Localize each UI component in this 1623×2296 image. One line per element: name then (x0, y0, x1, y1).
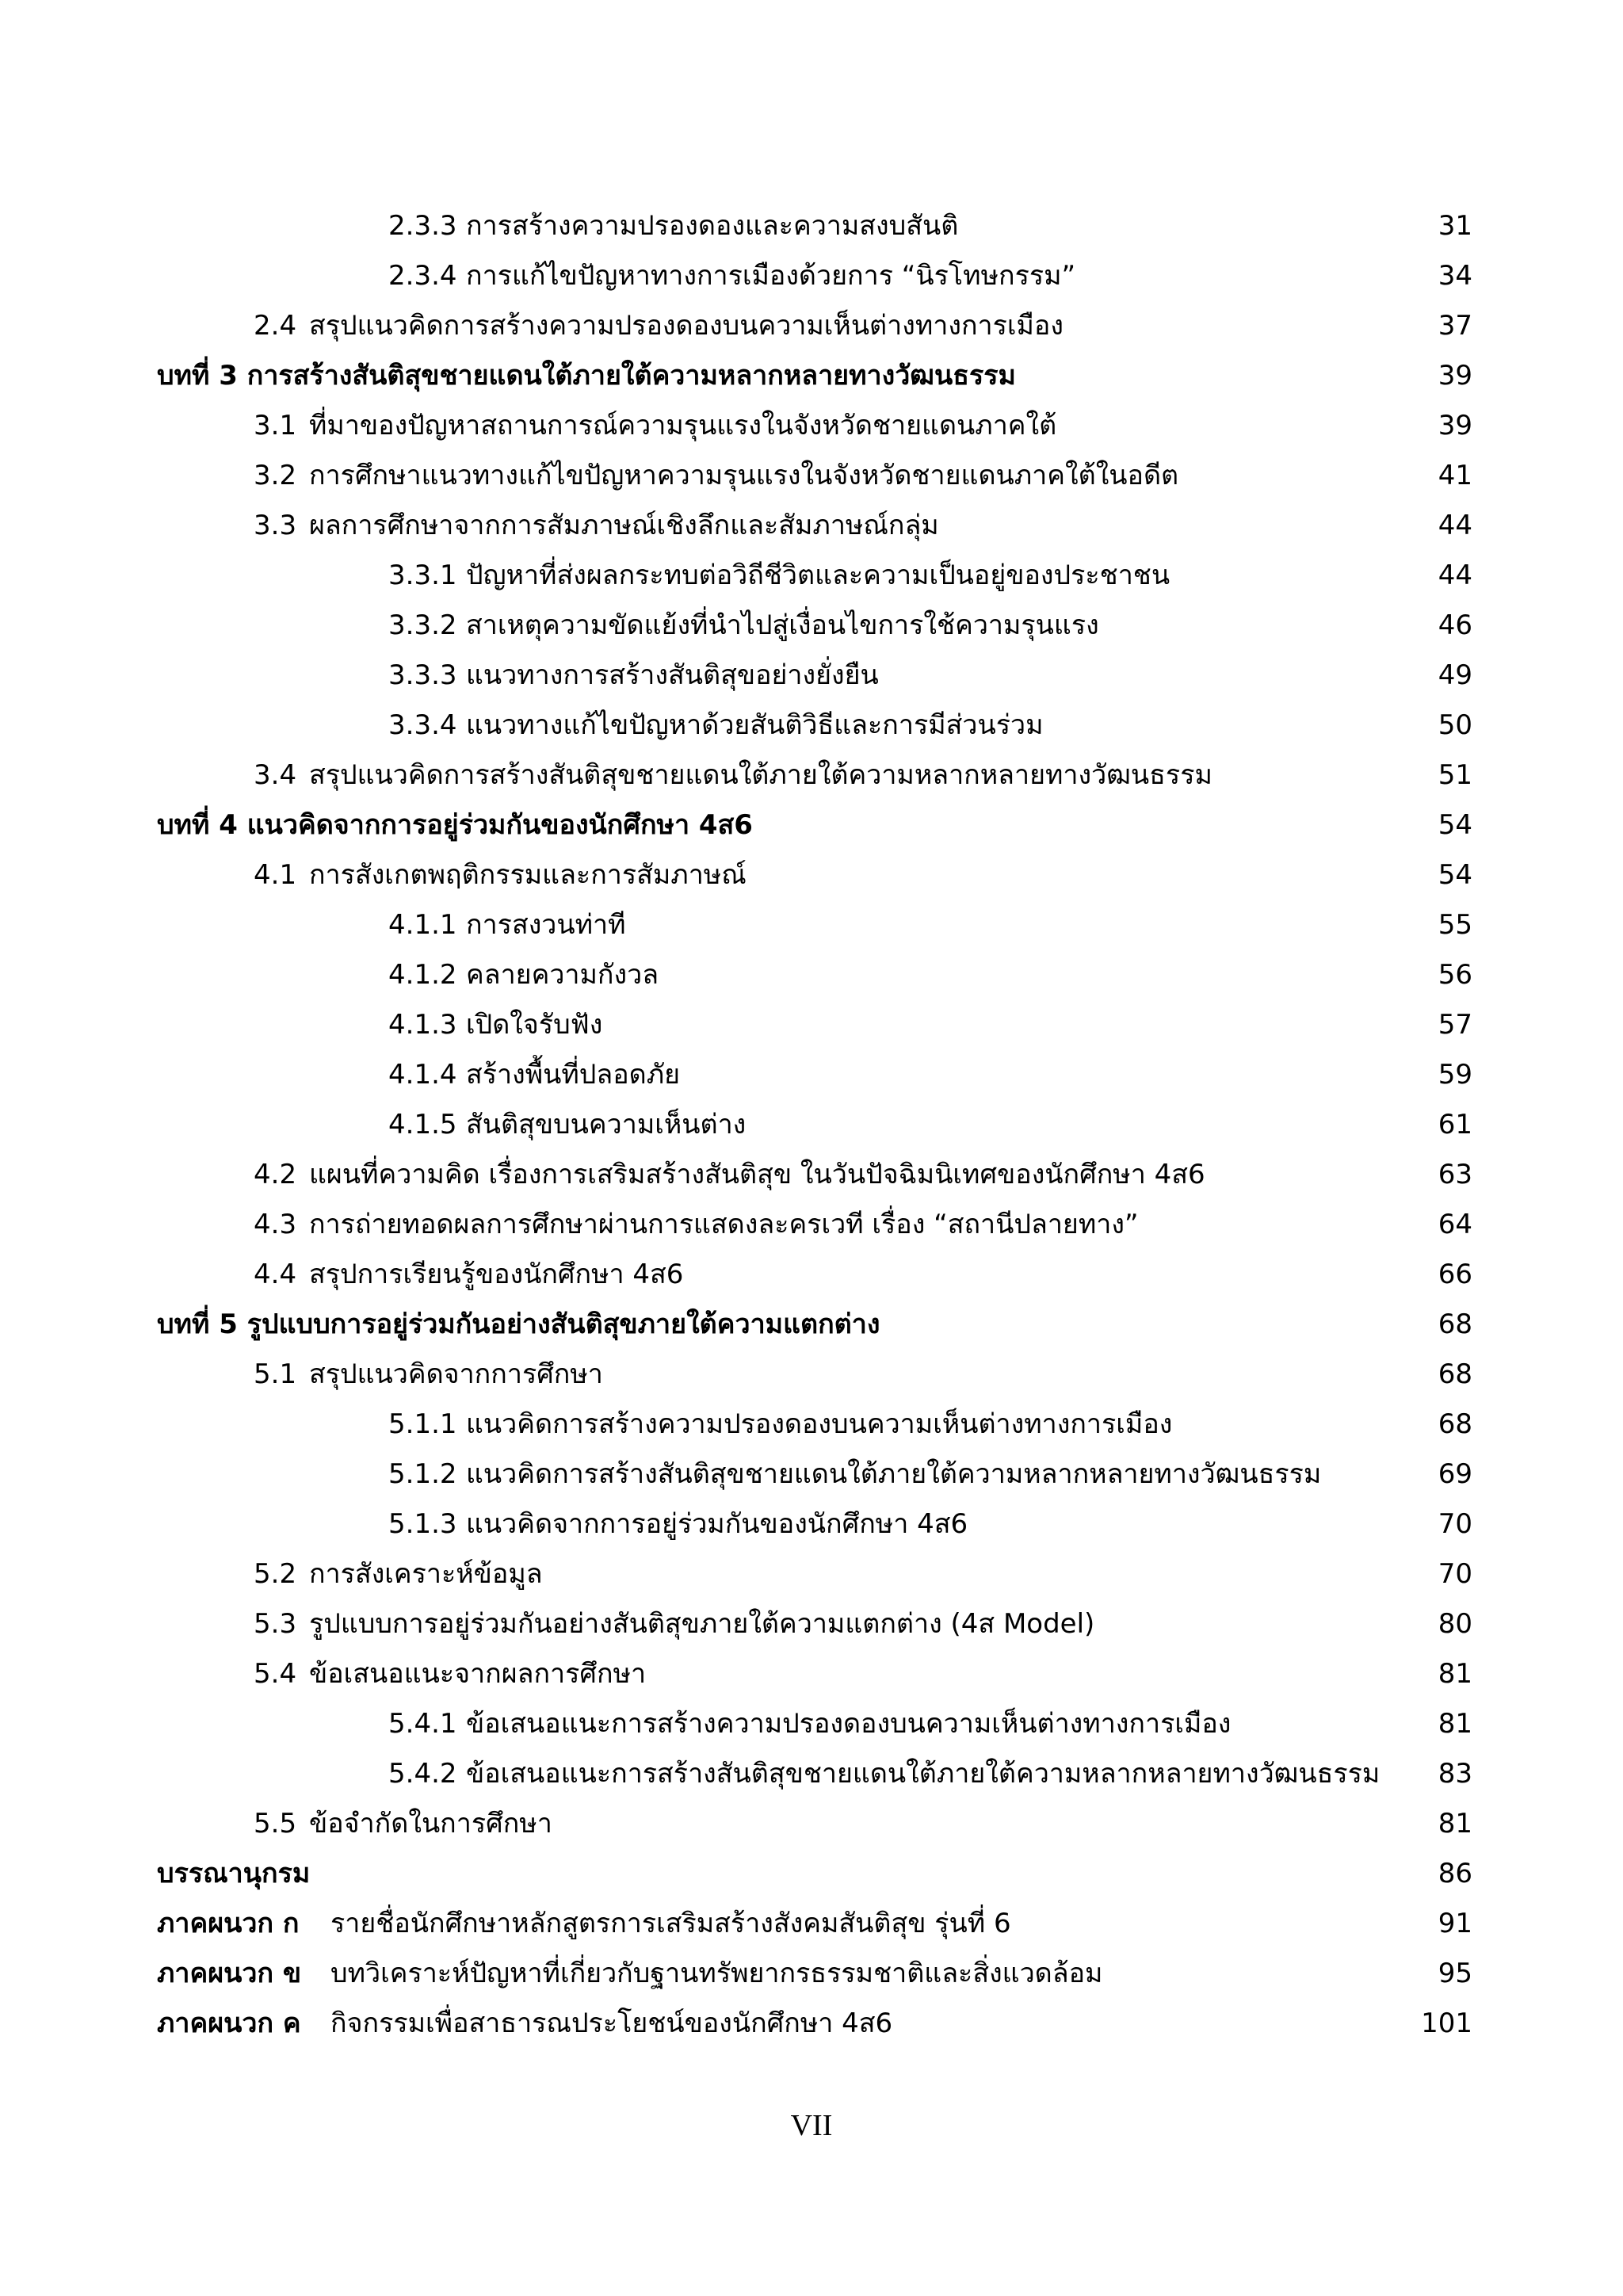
toc-entry-page: 46 (1438, 609, 1472, 641)
toc-entry-title: สรุปแนวคิดการสร้างสันติสุขชายแดนใต้ภายใต้ความหลากหลายทางวัฒนธรรม (309, 759, 1212, 791)
toc-entry-number: 2.4 (254, 310, 297, 342)
toc-entry-title: ปัญหาที่ส่งผลกระทบต่อวิถีชีวิตและความเป็นอยู่ของประชาชน (466, 560, 1170, 591)
toc-entry-3-3-3 (0, 651, 1623, 700)
toc-appendix-label: ภาคผนวก ค (157, 2008, 301, 2039)
toc-entry-2-3-3 (0, 201, 1623, 250)
toc-entry-3-1 (0, 401, 1623, 450)
toc-entry-title: แผนที่ความคิด เรื่องการเสริมสร้างสันติสุข ในวันปัจฉิมนิเทศของนักศึกษา 4ส6 (309, 1159, 1205, 1190)
toc-entry-2-3-4 (0, 251, 1623, 300)
toc-entry-title: สรุปแนวคิดการสร้างความปรองดองบนความเห็นต่างทางการเมือง (309, 310, 1064, 342)
toc-appendix-label: ภาคผนวก ข (157, 1958, 302, 1989)
toc-entry-4-2 (0, 1150, 1623, 1199)
toc-entry-title: สรุปแนวคิดจากการศึกษา (309, 1358, 603, 1390)
toc-entry-title: การสงวนท่าที (466, 909, 626, 941)
toc-entry-number: 3.4 (254, 759, 297, 791)
toc-entry-number: 3.3.2 (388, 609, 457, 641)
toc-entry-title: ข้อเสนอแนะการสร้างความปรองดองบนความเห็นต่างทางการเมือง (466, 1708, 1232, 1740)
toc-entry-page: 34 (1438, 260, 1472, 292)
toc-entry-page: 91 (1438, 1908, 1472, 1939)
page-number-footer: VII (790, 2109, 833, 2142)
toc-entry-page: 39 (1438, 410, 1472, 441)
toc-chapter-4 (0, 800, 1623, 850)
toc-entry-5-4-1 (0, 1699, 1623, 1748)
toc-chapter-title: บทที่ 4 แนวคิดจากการอยู่ร่วมกันของนักศึกษา 4ส6 (157, 809, 753, 841)
toc-entry-2-4 (0, 301, 1623, 350)
toc-entry-5-1-3 (0, 1499, 1623, 1549)
toc-entry-page: 39 (1438, 360, 1472, 392)
toc-entry-3-2 (0, 451, 1623, 500)
toc-entry-number: 5.1 (254, 1358, 297, 1390)
toc-entry-3-3-2 (0, 601, 1623, 650)
toc-entry-title: สร้างพื้นที่ปลอดภัย (466, 1059, 681, 1091)
toc-entry-5-4-2 (0, 1749, 1623, 1798)
toc-entry-title: สรุปการเรียนรู้ของนักศึกษา 4ส6 (309, 1259, 684, 1290)
toc-entry-5-1-2 (0, 1450, 1623, 1499)
toc-entry-4-1 (0, 850, 1623, 900)
toc-entry-5-1 (0, 1350, 1623, 1399)
toc-entry-number: 4.1.5 (388, 1109, 457, 1140)
toc-entry-page: 37 (1438, 310, 1472, 342)
toc-entry-title: ผลการศึกษาจากการสัมภาษณ์เชิงลึกและสัมภาษณ์กลุ่ม (309, 510, 939, 541)
toc-entry-5-2 (0, 1549, 1623, 1599)
toc-entry-page: 64 (1438, 1209, 1472, 1240)
toc-entry-page: 86 (1438, 1858, 1472, 1889)
toc-entry-number: 3.3.3 (388, 659, 457, 691)
toc-entry-page: 41 (1438, 460, 1472, 491)
toc-entry-page: 54 (1438, 859, 1472, 891)
toc-chapter-title: บทที่ 3 การสร้างสันติสุขชายแดนใต้ภายใต้ความหลากหลายทางวัฒนธรรม (157, 360, 1016, 392)
toc-chapter-3 (0, 351, 1623, 400)
toc-entry-page: 70 (1438, 1508, 1472, 1540)
toc-entry-page: 70 (1438, 1558, 1472, 1590)
toc-bibliography (0, 1849, 1623, 1898)
toc-entry-page: 54 (1438, 809, 1472, 841)
toc-entry-number: 5.1.2 (388, 1458, 457, 1490)
toc-entry-title: การสังเกตพฤติกรรมและการสัมภาษณ์ (309, 859, 747, 891)
toc-entry-title: เปิดใจรับฟัง (466, 1009, 603, 1041)
toc-entry-number: 3.1 (254, 410, 297, 441)
toc-entry-title: ข้อจำกัดในการศึกษา (309, 1808, 552, 1839)
toc-entry-number: 4.4 (254, 1259, 297, 1290)
toc-entry-page: 101 (1421, 2008, 1472, 2039)
toc-entry-page: 69 (1438, 1458, 1472, 1490)
toc-entry-4-1-2 (0, 950, 1623, 999)
toc-entry-page: 59 (1438, 1059, 1472, 1091)
toc-entry-title: สาเหตุความขัดแย้งที่นำไปสู่เงื่อนไขการใช้ความรุนแรง (466, 609, 1099, 641)
toc-entry-number: 4.1 (254, 859, 297, 891)
toc-entry-page: 49 (1438, 659, 1472, 691)
toc-entry-5-4 (0, 1649, 1623, 1698)
toc-entry-3-4 (0, 751, 1623, 800)
toc-entry-page: 44 (1438, 560, 1472, 591)
toc-entry-number: 4.3 (254, 1209, 297, 1240)
toc-entry-page: 66 (1438, 1259, 1472, 1290)
toc-appendix-label: ภาคผนวก ก (157, 1908, 300, 1939)
toc-entry-4-1-4 (0, 1050, 1623, 1099)
toc-entry-page: 63 (1438, 1159, 1472, 1190)
toc-entry-page: 44 (1438, 510, 1472, 541)
toc-entry-title: การสังเคราะห์ข้อมูล (309, 1558, 543, 1590)
toc-entry-number: 4.1.4 (388, 1059, 457, 1091)
toc-chapter-5 (0, 1300, 1623, 1349)
toc-entry-number: 4.2 (254, 1159, 297, 1190)
toc-entry-page: 55 (1438, 909, 1472, 941)
toc-appendix-c (0, 1999, 1623, 2048)
toc-entry-4-1-3 (0, 1000, 1623, 1049)
toc-entry-page: 80 (1438, 1608, 1472, 1640)
toc-entry-title: ข้อเสนอแนะจากผลการศึกษา (309, 1658, 647, 1690)
toc-entry-page: 83 (1438, 1758, 1472, 1790)
toc-entry-3-3 (0, 501, 1623, 550)
toc-entry-3-3-1 (0, 551, 1623, 600)
toc-entry-3-3-4 (0, 701, 1623, 750)
toc-entry-title: การแก้ไขปัญหาทางการเมืองด้วยการ “นิรโทษกรรม” (466, 260, 1076, 292)
toc-entry-number: 5.4.1 (388, 1708, 457, 1740)
toc-entry-title: แนวทางการสร้างสันติสุขอย่างยั่งยืน (466, 659, 879, 691)
toc-entry-title: สันติสุขบนความเห็นต่าง (466, 1109, 747, 1140)
toc-entry-page: 56 (1438, 959, 1472, 991)
toc-entry-page: 61 (1438, 1109, 1472, 1140)
toc-entry-title: กิจกรรมเพื่อสาธารณประโยชน์ของนักศึกษา 4ส6 (330, 2008, 893, 2039)
toc-entry-number: 5.5 (254, 1808, 297, 1839)
toc-entry-number: 4.1.2 (388, 959, 457, 991)
toc-appendix-b (0, 1949, 1623, 1998)
toc-entry-4-1-5 (0, 1100, 1623, 1149)
toc-entry-title: ข้อเสนอแนะการสร้างสันติสุขชายแดนใต้ภายใต้ความหลากหลายทางวัฒนธรรม (466, 1758, 1381, 1790)
toc-entry-number: 5.1.1 (388, 1408, 457, 1440)
toc-entry-title: การสร้างความปรองดองและความสงบสันติ (466, 210, 959, 242)
toc-entry-title: ที่มาของปัญหาสถานการณ์ความรุนแรงในจังหวัดชายแดนภาคใต้ (309, 410, 1057, 441)
toc-entry-number: 3.3.4 (388, 709, 457, 741)
toc-entry-page: 50 (1438, 709, 1472, 741)
toc-entry-number: 4.1.1 (388, 909, 457, 941)
toc-entry-number: 3.3.1 (388, 560, 457, 591)
toc-entry-page: 57 (1438, 1009, 1472, 1041)
toc-entry-number: 5.4.2 (388, 1758, 457, 1790)
toc-entry-number: 5.1.3 (388, 1508, 457, 1540)
toc-chapter-title: บรรณานุกรม (157, 1858, 311, 1889)
toc-entry-number: 2.3.3 (388, 210, 457, 242)
toc-entry-5-5 (0, 1799, 1623, 1848)
toc-entry-title: การถ่ายทอดผลการศึกษาผ่านการแสดงละครเวที เรื่อง “สถานีปลายทาง” (309, 1209, 1139, 1240)
toc-entry-title: บทวิเคราะห์ปัญหาที่เกี่ยวกับฐานทรัพยากรธรรมชาติและสิ่งแวดล้อม (330, 1958, 1103, 1989)
toc-entry-page: 51 (1438, 759, 1472, 791)
toc-entry-page: 31 (1438, 210, 1472, 242)
toc-entry-title: แนวคิดจากการอยู่ร่วมกันของนักศึกษา 4ส6 (466, 1508, 968, 1540)
toc-entry-4-3 (0, 1200, 1623, 1249)
toc-entry-4-4 (0, 1250, 1623, 1299)
toc-entry-title: การศึกษาแนวทางแก้ไขปัญหาความรุนแรงในจังหวัดชายแดนภาคใต้ในอดีต (309, 460, 1179, 491)
toc-entry-title: แนวคิดการสร้างความปรองดองบนความเห็นต่างทางการเมือง (466, 1408, 1173, 1440)
toc-entry-page: 81 (1438, 1708, 1472, 1740)
toc-entry-title: รายชื่อนักศึกษาหลักสูตรการเสริมสร้างสังคมสันติสุข รุ่นที่ 6 (330, 1908, 1011, 1939)
toc-entry-page: 81 (1438, 1658, 1472, 1690)
toc-chapter-title: บทที่ 5 รูปแบบการอยู่ร่วมกันอย่างสันติสุขภายใต้ความแตกต่าง (157, 1308, 880, 1340)
toc-entry-number: 3.3 (254, 510, 297, 541)
toc-entry-title: แนวทางแก้ไขปัญหาด้วยสันติวิธีและการมีส่วนร่วม (466, 709, 1044, 741)
toc-entry-number: 5.4 (254, 1658, 297, 1690)
toc-entry-number: 4.1.3 (388, 1009, 457, 1041)
toc-entry-number: 2.3.4 (388, 260, 457, 292)
toc-appendix-a (0, 1899, 1623, 1948)
toc-entry-title: แนวคิดการสร้างสันติสุขชายแดนใต้ภายใต้ความหลากหลายทางวัฒนธรรม (466, 1458, 1322, 1490)
toc-entry-page: 68 (1438, 1308, 1472, 1340)
toc-entry-page: 68 (1438, 1408, 1472, 1440)
toc-entry-page: 68 (1438, 1358, 1472, 1390)
toc-entry-5-3 (0, 1599, 1623, 1648)
toc-entry-number: 3.2 (254, 460, 297, 491)
toc-entry-page: 81 (1438, 1808, 1472, 1839)
toc-entry-number: 5.2 (254, 1558, 297, 1590)
toc-entry-number: 5.3 (254, 1608, 297, 1640)
toc-entry-5-1-1 (0, 1400, 1623, 1449)
toc-entry-title: รูปแบบการอยู่ร่วมกันอย่างสันติสุขภายใต้ความแตกต่าง (4ส Model) (309, 1608, 1095, 1640)
toc-entry-4-1-1 (0, 900, 1623, 949)
toc-entry-title: คลายความกังวล (466, 959, 659, 991)
toc-entry-page: 95 (1438, 1958, 1472, 1989)
